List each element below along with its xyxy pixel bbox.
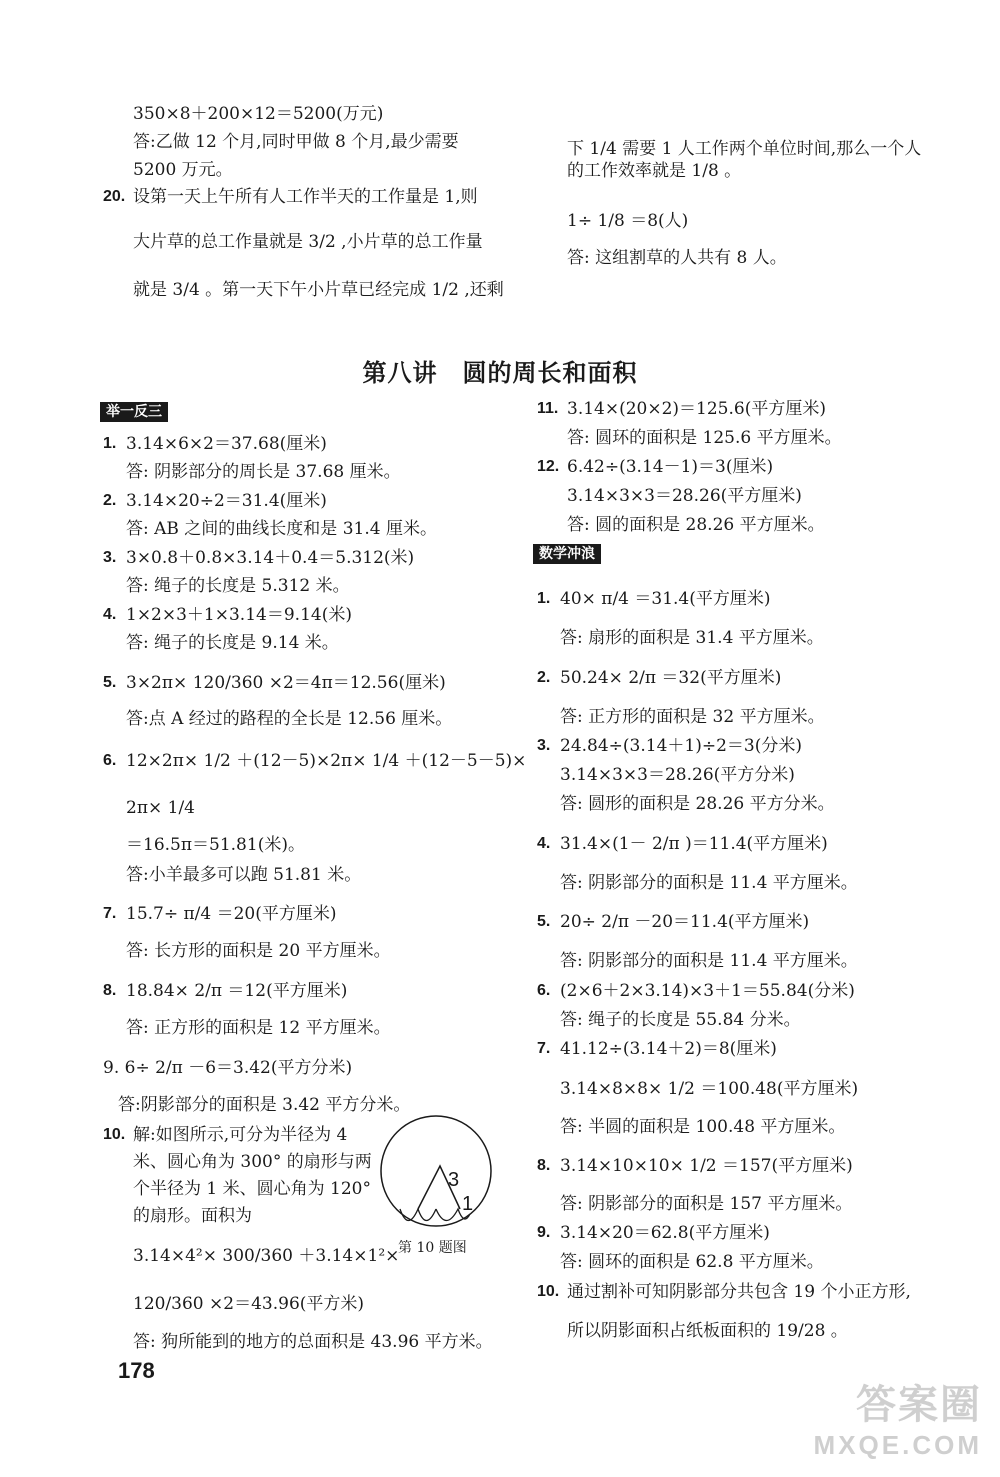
section-tag: 举一反三	[100, 402, 168, 422]
problem-number: 5.	[103, 674, 117, 691]
text-line: 3.14×20＝62.8(平方厘米)	[560, 1223, 770, 1243]
text-line: 3.14×(20×2)＝125.6(平方厘米)	[567, 399, 826, 419]
text-line: 答: 圆环的面积是 62.8 平方厘米。	[560, 1252, 824, 1272]
problem-number: 5.	[537, 913, 551, 930]
text-line: 350×8＋200×12＝5200(万元)	[133, 104, 384, 124]
text-line: 个半径为 1 米、圆心角为 120°	[133, 1179, 371, 1199]
text-line: 答: 绳子的长度是 55.84 分米。	[560, 1010, 801, 1030]
text-line: 50.24× 2/π ＝32(平方厘米)	[560, 668, 782, 688]
text-line: 3.14×3×3＝28.26(平方分米)	[560, 765, 795, 785]
problem-number: 6.	[537, 982, 551, 999]
figure-label-3: 3	[448, 1169, 460, 1191]
problem-number: 12.	[537, 458, 560, 475]
problem-number: 10.	[103, 1126, 126, 1143]
text-line: 答: 长方形的面积是 20 平方厘米。	[126, 941, 391, 961]
text-line: 答: 圆形的面积是 28.26 平方分米。	[560, 794, 835, 814]
text-line: 3.14×3×3＝28.26(平方厘米)	[567, 486, 802, 506]
text-line: 31.4×(1－ 2/π )＝11.4(平方厘米)	[560, 834, 828, 854]
watermark-line1: 答案圈	[856, 1383, 982, 1427]
problem-number: 10.	[537, 1283, 560, 1300]
text-line: (2×6＋2×3.14)×3＋1＝55.84(分米)	[560, 981, 855, 1001]
problem-number: 7.	[537, 1040, 551, 1057]
text-line: 3.14×10×10× 1/2 ＝157(平方厘米)	[560, 1156, 853, 1176]
text-line: 1÷ 1/8 ＝8(人)	[567, 211, 689, 231]
text-line: 设第一天上午所有人工作半天的工作量是 1,则	[133, 187, 478, 207]
text-line: 答: 这组割草的人共有 8 人。	[567, 248, 787, 268]
text-line: 20÷ 2/π －20＝11.4(平方厘米)	[560, 912, 810, 932]
text-line: 答: AB 之间的曲线长度和是 31.4 厘米。	[126, 519, 437, 539]
text-line: 2π× 1/4	[126, 798, 195, 818]
watermark-line2: MXQE.COM	[813, 1430, 982, 1460]
problem-number: 1.	[537, 590, 551, 607]
problem-number: 3.	[103, 549, 117, 566]
text-line: 3×2π× 120/360 ×2＝4π＝12.56(厘米)	[126, 673, 446, 693]
problem-number: 1.	[103, 435, 117, 452]
text-line: 12×2π× 1/2 ＋(12－5)×2π× 1/4 ＋(12－5－5)×	[126, 751, 527, 771]
text-line: 41.12÷(3.14＋2)＝8(厘米)	[560, 1039, 777, 1059]
text-line: 就是 3/4 。第一天下午小片草已经完成 1/2 ,还剩	[133, 280, 504, 300]
text-line: 3.14×6×2＝37.68(厘米)	[126, 434, 327, 454]
text-line: 9. 6÷ 2/π －6＝3.42(平方分米)	[103, 1058, 353, 1078]
text-line: 下 1/4 需要 1 人工作两个单位时间,那么一个人	[567, 139, 922, 159]
text-line: 答:小羊最多可以跑 51.81 米。	[126, 865, 362, 885]
text-line: 米、圆心角为 300° 的扇形与两	[133, 1152, 372, 1172]
watermark-logo	[814, 1373, 982, 1461]
small-arc-left	[400, 1209, 436, 1221]
text-line: 答:点 A 经过的路程的全长是 12.56 厘米。	[126, 709, 453, 729]
text-line: 答: 圆环的面积是 125.6 平方厘米。	[567, 428, 842, 448]
problem-number: 2.	[103, 492, 117, 509]
text-line: 答: 阴影部分的周长是 37.68 厘米。	[126, 462, 401, 482]
text-line: ＝16.5π＝51.81(米)。	[126, 835, 305, 855]
text-line: 答: 阴影部分的面积是 11.4 平方厘米。	[560, 873, 858, 893]
figure-caption: 第 10 题图	[398, 1240, 467, 1256]
text-line: 答: 狗所能到的地方的总面积是 43.96 平方米。	[133, 1332, 493, 1352]
text-line: 3.14×20÷2＝31.4(厘米)	[126, 491, 327, 511]
text-line: 通过割补可知阴影部分共包含 19 个小正方形,	[567, 1282, 911, 1302]
text-line: 的工作效率就是 1/8 。	[567, 161, 742, 181]
text-line: 1×2×3＋1×3.14＝9.14(米)	[126, 605, 352, 625]
text-line: 解:如图所示,可分为半径为 4	[133, 1125, 348, 1145]
text-line: 所以阴影面积占纸板面积的 19/28 。	[567, 1321, 848, 1341]
problem-number: 8.	[537, 1157, 551, 1174]
problem-number: 4.	[537, 835, 551, 852]
text-line: 答: 圆的面积是 28.26 平方厘米。	[567, 515, 825, 535]
text-line: 答:阴影部分的面积是 3.42 平方分米。	[118, 1095, 411, 1115]
page-number: 178	[118, 1358, 155, 1383]
text-line: 的扇形。面积为	[133, 1206, 252, 1226]
problem-number: 3.	[537, 737, 551, 754]
problem-number: 8.	[103, 982, 117, 999]
problem-number: 6.	[103, 752, 117, 769]
text-line: 18.84× 2/π ＝12(平方厘米)	[126, 981, 348, 1001]
text-line: 15.7÷ π/4 ＝20(平方厘米)	[126, 904, 337, 924]
text-line: 24.84÷(3.14＋1)÷2＝3(分米)	[560, 736, 802, 756]
text-line: 大片草的总工作量就是 3/2 ,小片草的总工作量	[133, 232, 483, 252]
text-line: 答: 阴影部分的面积是 157 平方厘米。	[560, 1194, 853, 1214]
problem-number: 9.	[537, 1224, 551, 1241]
problem-10-figure	[378, 1114, 498, 1238]
text-line: 答: 绳子的长度是 5.312 米。	[126, 576, 350, 596]
text-line: 答: 绳子的长度是 9.14 米。	[126, 633, 339, 653]
text-line: 答: 半圆的面积是 100.48 平方厘米。	[560, 1117, 846, 1137]
lecture-title: 第八讲 圆的周长和面积	[362, 359, 638, 387]
figure-label-1: 1	[462, 1193, 474, 1215]
text-line: 答: 正方形的面积是 12 平方厘米。	[126, 1018, 391, 1038]
text-line: 5200 万元。	[133, 160, 233, 180]
text-line: 答:乙做 12 个月,同时甲做 8 个月,最少需要	[133, 132, 459, 152]
text-line: 3×0.8＋0.8×3.14＋0.4＝5.312(米)	[126, 548, 415, 568]
section-tag: 数学冲浪	[533, 544, 601, 564]
problem-number: 11.	[537, 400, 559, 417]
problem-number: 4.	[103, 606, 117, 623]
text-line: 答: 扇形的面积是 31.4 平方厘米。	[560, 628, 824, 648]
text-line: 答: 阴影部分的面积是 11.4 平方厘米。	[560, 951, 858, 971]
text-line: 3.14×4²× 300/360 ＋3.14×1²×	[133, 1246, 400, 1266]
problem-number: 2.	[537, 669, 551, 686]
text-line: 3.14×8×8× 1/2 ＝100.48(平方厘米)	[560, 1079, 859, 1099]
text-line: 40× π/4 ＝31.4(平方厘米)	[560, 589, 771, 609]
text-line: 答: 正方形的面积是 32 平方厘米。	[560, 707, 825, 727]
text-line: 120/360 ×2＝43.96(平方米)	[133, 1294, 365, 1314]
problem-number: 20.	[103, 188, 126, 205]
problem-number: 7.	[103, 905, 117, 922]
text-line: 6.42÷(3.14－1)＝3(厘米)	[567, 457, 774, 477]
